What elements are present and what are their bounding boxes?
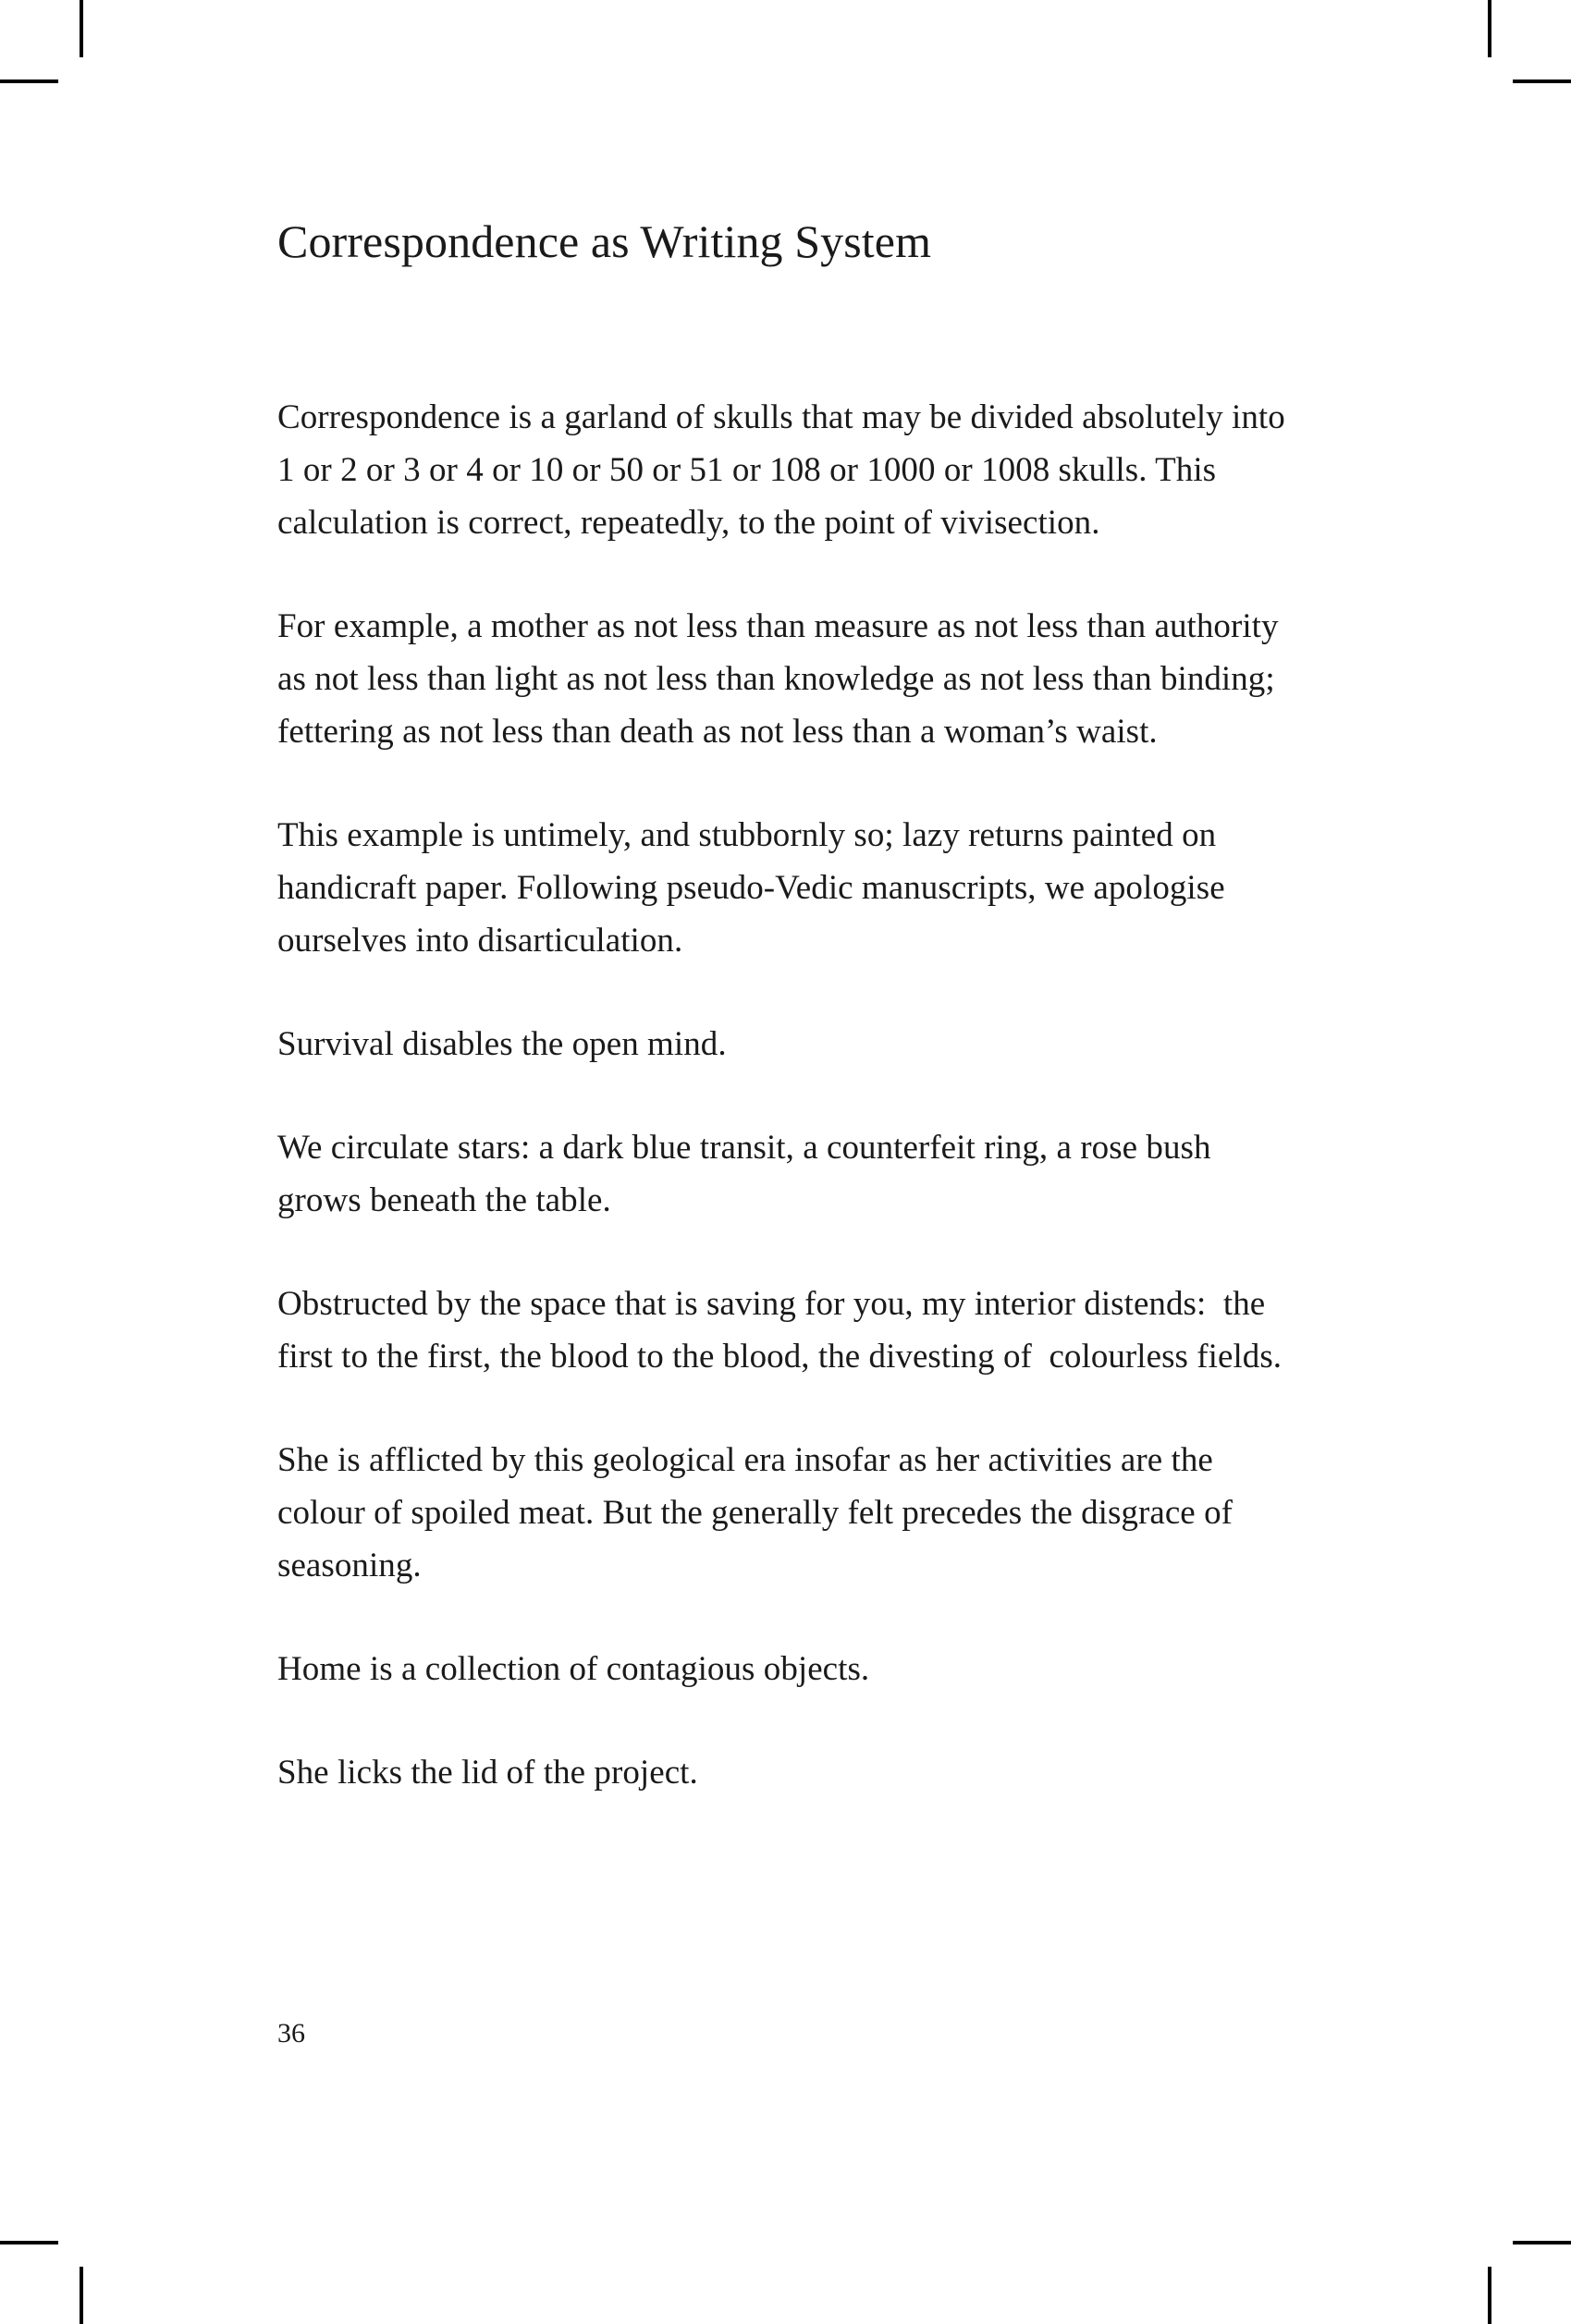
crop-mark-bottom-right-horizontal	[1513, 2241, 1571, 2244]
page-title: Correspondence as Writing System	[277, 215, 932, 267]
paragraph: This example is untimely, and stubbornly so; lazy returns painted on handicraft paper. Following pseudo-Vedic manuscripts, we apologise ourselves into disarticulation.	[277, 816, 1233, 960]
crop-mark-bottom-right-vertical	[1488, 2267, 1491, 2324]
paragraph: She is afflicted by this geological era insofar as her activities are the colour of spoiled meat. But the generally felt precedes the disgrace of seasoning.	[277, 1441, 1242, 1584]
crop-mark-bottom-left-vertical	[80, 2267, 83, 2324]
crop-mark-top-right-vertical	[1488, 0, 1491, 57]
paragraph: Home is a collection of contagious objects.	[277, 1650, 870, 1688]
paragraph: She licks the lid of the project.	[277, 1754, 698, 1792]
page-number: 36	[277, 2018, 305, 2049]
paragraph: Obstructed by the space that is saving for you, my interior distends: the first to the first, the blood to the blood, the divesting of colourless fields.	[277, 1285, 1283, 1376]
paragraph: Survival disables the open mind.	[277, 1025, 727, 1063]
body-copy	[277, 391, 1304, 1799]
crop-mark-top-right-horizontal	[1513, 80, 1571, 83]
crop-mark-bottom-left-horizontal	[0, 2241, 58, 2244]
text-column	[277, 214, 1304, 1799]
paragraph: For example, a mother as not less than measure as not less than authority as not less than light as not less than knowledge as not less than binding; fettering as not less than death as not less than a woman’s waist.	[277, 607, 1287, 751]
paragraph: Correspondence is a garland of skulls that may be divided absolutely into 1 or 2 or 3 or 4 or 10 or 50 or 51 or 108 or 1000 or 1008 skulls. This calculation is correct, repeatedly, to the point of vivisection.	[277, 398, 1295, 542]
crop-mark-top-left-vertical	[80, 0, 83, 57]
paragraph: We circulate stars: a dark blue transit, a counterfeit ring, a rose bush grows beneath the table.	[277, 1129, 1229, 1219]
crop-mark-top-left-horizontal	[0, 80, 58, 83]
